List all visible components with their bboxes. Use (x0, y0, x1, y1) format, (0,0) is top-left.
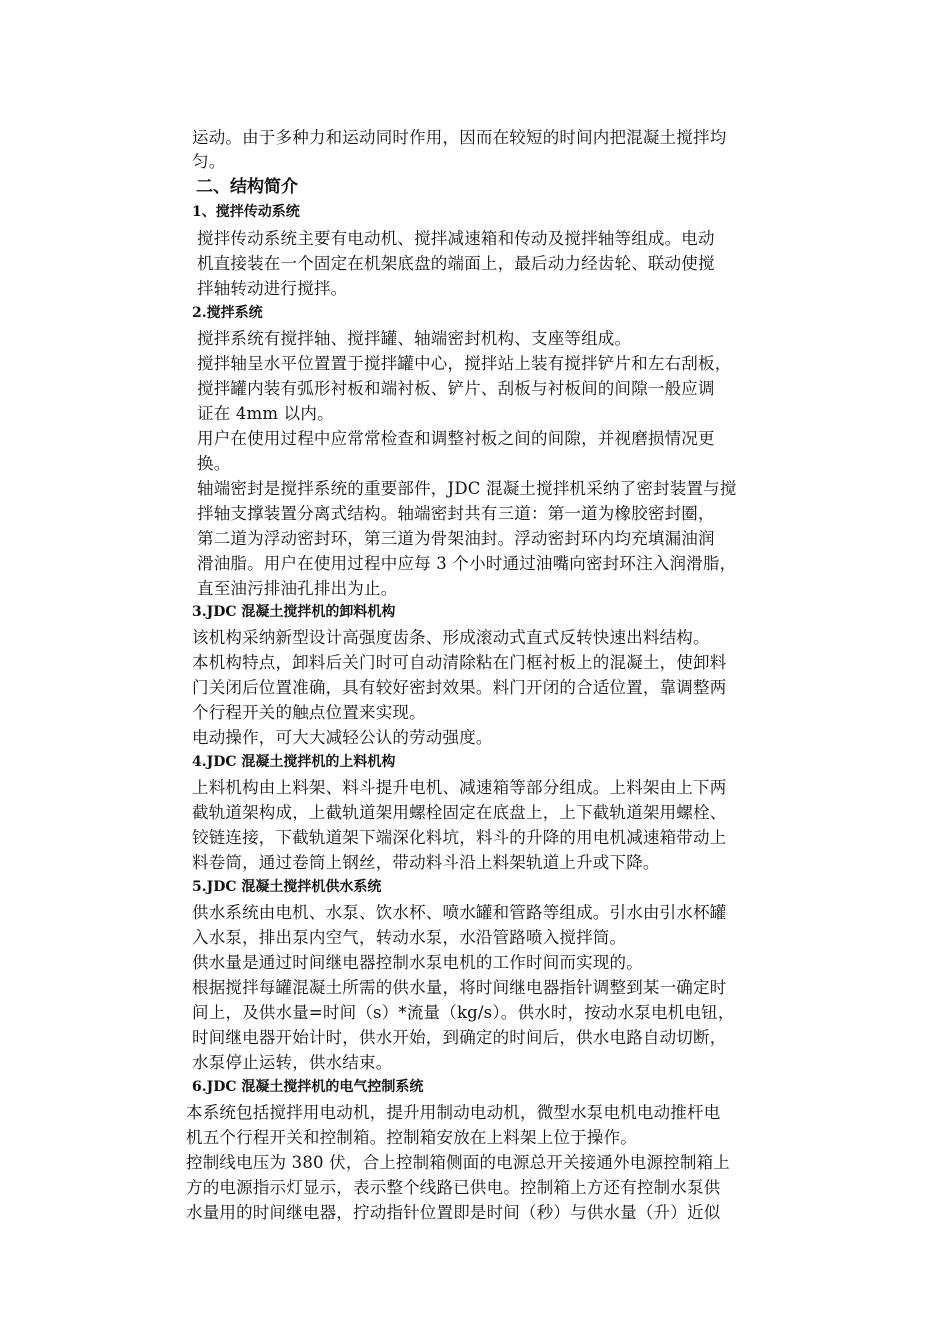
paragraph-line: 第二道为浮动密封环，第三道为骨架油封。浮动密封环内均充填漏油润 (197, 529, 715, 548)
paragraph-line: 搅拌系统有搅拌轴、搅拌罐、轴端密封机构、支座等组成。 (197, 329, 632, 348)
paragraph-line: 机直接装在一个固定在机架底盘的端面上，最后动力经齿轮、联动使搅 (197, 254, 715, 273)
paragraph-line: 根据搅拌每罐混凝土所需的供水量，将时间继电器指针调整到某一确定时 (192, 978, 727, 997)
subsection-heading: 4.JDC 混凝土搅拌机的上料机构 (192, 754, 396, 770)
paragraph-line: 滑油脂。用户在使用过程中应每 3 个小时通过油嘴向密封环注入润滑脂， (197, 554, 737, 573)
intro-line: 匀。 (192, 152, 226, 171)
paragraph-line: 搅拌罐内装有弧形衬板和端衬板、铲片、刮板与衬板间的间隙一般应调 (197, 379, 715, 398)
paragraph-line: 间上，及供水量=时间（s）*流量（kg/s）。供水时，按动水泵电机电钮， (192, 1003, 735, 1022)
paragraph-line: 水泵停止运转，供水结束。 (192, 1053, 393, 1072)
paragraph-line: 机五个行程开关和控制箱。控制箱安放在上料架上位于操作。 (186, 1128, 637, 1147)
subsection-heading: 5.JDC 混凝土搅拌机供水系统 (192, 879, 382, 895)
subsection-heading: 1、搅拌传动系统 (192, 204, 300, 220)
paragraph-line: 本系统包括搅拌用电动机，提升用制动电动机，微型水泵电机电动推杆电 (186, 1103, 721, 1122)
paragraph-line: 本机构特点，卸料后关门时可自动清除粘在门框衬板上的混凝土，使卸料 (192, 653, 727, 672)
paragraph-line: 搅拌传动系统主要有电动机、搅拌减速箱和传动及搅拌轴等组成。电动 (197, 229, 715, 248)
subsection-heading: 2.搅拌系统 (192, 305, 263, 321)
paragraph-line: 直至油污排油孔排出为止。 (197, 579, 398, 598)
intro-line: 运动。由于多种力和运动同时作用，因而在较短的时间内把混凝土搅拌均 (192, 128, 727, 147)
paragraph-line: 上料机构由上料架、料斗提升电机、减速箱等部分组成。上料架由上下两 (192, 778, 727, 797)
paragraph-line: 换。 (197, 454, 231, 473)
paragraph-line: 供水量是通过时间继电器控制水泵电机的工作时间而实现的。 (192, 953, 643, 972)
paragraph-line: 时间继电器开始计时，供水开始，到确定的时间后，供水电路自动切断， (192, 1028, 727, 1047)
paragraph-line: 方的电源指示灯显示，表示整个线路已供电。控制箱上方还有控制水泵供 (186, 1178, 721, 1197)
paragraph-line: 铰链连接，下截轨道架下端深化料坑，料斗的升降的用电机减速箱带动上 (192, 828, 727, 847)
paragraph-line: 供水系统由电机、水泵、饮水杯、喷水罐和管路等组成。引水由引水杯罐 (192, 903, 727, 922)
paragraph-line: 截轨道架构成，上截轨道架用螺栓固定在底盘上，上下截轨道架用螺栓、 (192, 803, 727, 822)
paragraph-line: 个行程开关的触点位置来实现。 (192, 703, 426, 722)
paragraph-line: 拌轴支撑装置分离式结构。轴端密封共有三道：第一道为橡胶密封圈， (197, 504, 715, 523)
paragraph-line: 水量用的时间继电器，拧动指针位置即是时间（秒）与供水量（升）近似 (186, 1203, 721, 1222)
paragraph-line: 证在 4mm 以内。 (197, 404, 334, 423)
paragraph-line: 门关闭后位置准确，具有较好密封效果。料门开闭的合适位置，靠调整两 (192, 678, 727, 697)
paragraph-line: 控制线电压为 380 伏，合上控制箱侧面的电源总开关接通外电源控制箱上 (186, 1153, 730, 1172)
paragraph-line: 该机构采纳新型设计高强度齿条、形成滚动式直式反转快速出料结构。 (192, 628, 710, 647)
paragraph-line: 拌轴转动进行搅拌。 (197, 279, 348, 298)
paragraph-line: 入水泵，排出泵内空气，转动水泵，水沿管路喷入搅拌筒。 (192, 928, 627, 947)
subsection-heading: 6.JDC 混凝土搅拌机的电气控制系统 (192, 1079, 424, 1095)
paragraph-line: 轴端密封是搅拌系统的重要部件，JDC 混凝土搅拌机采纳了密封装置与搅 (197, 479, 737, 498)
paragraph-line: 电动操作，可大大减轻公认的劳动强度。 (192, 728, 493, 747)
subsection-heading: 3.JDC 混凝土搅拌机的卸料机构 (192, 604, 396, 620)
paragraph-line: 用户在使用过程中应常常检查和调整衬板之间的间隙，并视磨损情况更 (197, 429, 715, 448)
paragraph-line: 料卷筒，通过卷筒上钢丝，带动料斗沿上料架轨道上升或下降。 (192, 853, 660, 872)
section-title: 二、结构简介 (196, 177, 298, 197)
paragraph-line: 搅拌轴呈水平位置置于搅拌罐中心，搅拌站上装有搅拌铲片和左右刮板， (197, 354, 732, 373)
